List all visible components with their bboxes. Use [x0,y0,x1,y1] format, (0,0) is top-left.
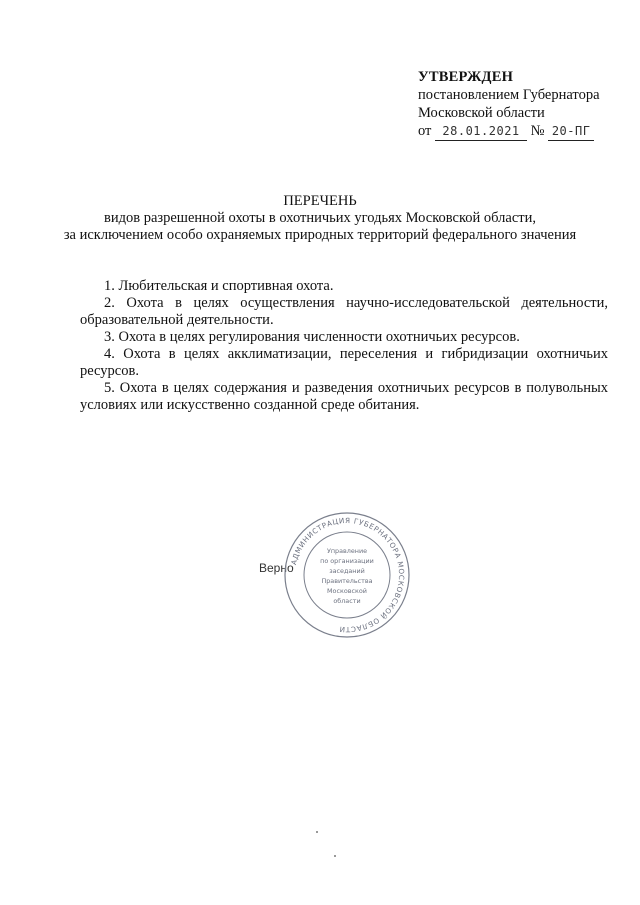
list-item: 5. Охота в целях содержания и разведения охотничьих ресурсов в полувольных условиях или искусственно созданной среде обитания. [80,380,608,413]
number-prefix: № [530,123,545,139]
seal-inner-text [320,547,374,605]
seal-line: по организации [320,557,374,565]
scan-speck [334,855,336,857]
seal-outer-text: АДМИНИСТРАЦИЯ ГУБЕРНАТОРА МОСКОВСКОЙ ОБЛАСТИ [289,515,407,635]
list-item: 4. Охота в целях акклиматизации, переселения и гибридизации охотничьих ресурсов. [80,346,608,379]
number-value: 20-ПГ [551,124,591,138]
seal-line: Московской [327,587,367,595]
date-value: 28.01.2021 [442,124,520,138]
date-prefix: от [418,123,432,139]
seal-line: заседаний [329,567,365,575]
approval-line-1: постановлением Губернатора [418,87,600,103]
scan-speck [316,831,318,833]
document-subtitle-line-1: видов разрешенной охоты в охотничьих угодьях Московской области, [104,210,536,226]
list-item: 2. Охота в целях осуществления научно-исследовательской деятельности, образовательной деятельности. [80,295,608,328]
seal-line: Управление [326,547,368,555]
document-subtitle-line-2: за исключением особо охраняемых природных территорий федерального значения [63,227,577,243]
approval-date-line [418,122,600,141]
list-item: 3. Охота в целях регулирования численности охотничьих ресурсов. [104,329,520,345]
date-field [435,122,527,141]
seal-line: Правительства [321,577,373,585]
verno-label: Верно [259,561,294,575]
approval-line-2: Московской области [418,105,545,121]
approval-block [418,68,600,141]
hunting-types-list [80,278,608,414]
list-item: 1. Любительская и спортивная охота. [104,278,334,294]
official-seal [282,510,412,640]
document-title: ПЕРЕЧЕНЬ [283,193,357,209]
seal-line: области [333,597,361,605]
approval-heading: УТВЕРЖДЕН [418,69,514,85]
number-field [548,122,594,141]
seal-inner-ring [304,532,390,618]
